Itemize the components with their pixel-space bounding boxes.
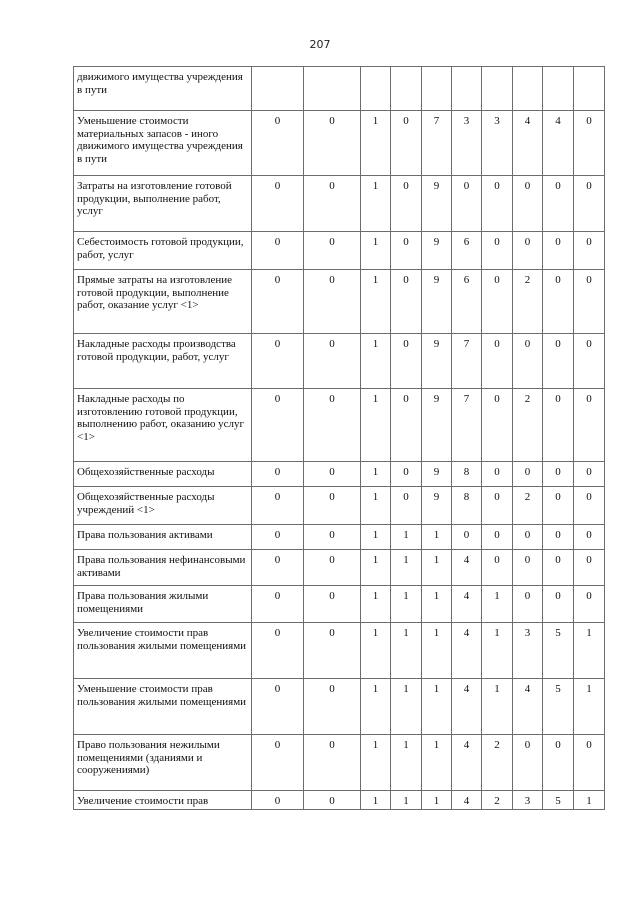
code-digit-cell: 1: [361, 623, 391, 679]
code-digit-cell: 0: [482, 487, 513, 525]
code-digit-cell: 0: [304, 791, 361, 810]
code-digit-cell: 0: [252, 232, 304, 270]
code-digit-cell: 0: [304, 623, 361, 679]
code-digit-cell: 9: [422, 389, 452, 462]
code-digit-cell: 1: [422, 525, 452, 550]
code-digit-cell: 0: [482, 462, 513, 487]
code-digit-cell: 0: [513, 176, 543, 232]
code-digit-cell: 0: [574, 334, 605, 389]
code-digit-cell: 0: [304, 462, 361, 487]
code-digit-cell: [391, 67, 422, 111]
code-digit-cell: 0: [304, 270, 361, 334]
code-digit-cell: 8: [452, 487, 482, 525]
account-name-cell: Затраты на изготовление готовой продукции, выполнение работ, услуг: [74, 176, 252, 232]
code-digit-cell: 0: [574, 487, 605, 525]
code-digit-cell: 8: [452, 462, 482, 487]
code-digit-cell: 0: [252, 462, 304, 487]
table-row: [74, 735, 605, 791]
code-digit-cell: 0: [252, 176, 304, 232]
code-digit-cell: 0: [452, 176, 482, 232]
code-digit-cell: 9: [422, 176, 452, 232]
code-digit-cell: 0: [574, 586, 605, 623]
code-digit-cell: 0: [304, 550, 361, 586]
account-name-cell: Права пользования нефинансовыми активами: [74, 550, 252, 586]
code-digit-cell: 0: [543, 334, 574, 389]
code-digit-cell: 1: [574, 791, 605, 810]
code-digit-cell: 2: [513, 270, 543, 334]
code-digit-cell: 0: [574, 111, 605, 176]
code-digit-cell: [543, 67, 574, 111]
code-digit-cell: 1: [361, 334, 391, 389]
table-row: [74, 232, 605, 270]
code-digit-cell: 0: [391, 334, 422, 389]
code-digit-cell: 0: [304, 525, 361, 550]
account-name-cell: Прямые затраты на изготовление готовой продукции, выполнение работ, оказание услуг <1>: [74, 270, 252, 334]
code-digit-cell: 1: [361, 270, 391, 334]
code-digit-cell: 4: [543, 111, 574, 176]
code-digit-cell: [574, 67, 605, 111]
code-digit-cell: 9: [422, 487, 452, 525]
code-digit-cell: 3: [513, 791, 543, 810]
code-digit-cell: 5: [543, 623, 574, 679]
code-digit-cell: 1: [361, 232, 391, 270]
code-digit-cell: 0: [482, 176, 513, 232]
table-row: [74, 176, 605, 232]
code-digit-cell: 1: [361, 111, 391, 176]
code-digit-cell: [304, 67, 361, 111]
account-name-cell: Права пользования жилыми помещениями: [74, 586, 252, 623]
code-digit-cell: 4: [452, 791, 482, 810]
code-digit-cell: 0: [304, 176, 361, 232]
code-digit-cell: 0: [391, 462, 422, 487]
code-digit-cell: 0: [543, 270, 574, 334]
account-name-cell: Общехозяйственные расходы: [74, 462, 252, 487]
code-digit-cell: 7: [452, 389, 482, 462]
code-digit-cell: 0: [252, 389, 304, 462]
table-row: [74, 550, 605, 586]
code-digit-cell: 0: [513, 735, 543, 791]
code-digit-cell: 0: [391, 487, 422, 525]
code-digit-cell: 1: [391, 791, 422, 810]
code-digit-cell: 0: [543, 176, 574, 232]
code-digit-cell: 1: [422, 735, 452, 791]
code-digit-cell: 0: [513, 525, 543, 550]
code-digit-cell: 4: [452, 586, 482, 623]
account-name-cell: движимого имущества учреждения в пути: [74, 67, 252, 111]
code-digit-cell: 4: [452, 735, 482, 791]
code-digit-cell: 1: [361, 525, 391, 550]
code-digit-cell: 1: [482, 679, 513, 735]
account-name-cell: Увеличение стоимости прав: [74, 791, 252, 810]
account-name-cell: Право пользования нежилыми помещениями (зданиями и сооружениями): [74, 735, 252, 791]
code-digit-cell: 0: [252, 334, 304, 389]
code-digit-cell: 0: [304, 586, 361, 623]
account-name-cell: Себестоимость готовой продукции, работ, услуг: [74, 232, 252, 270]
table-row: [74, 389, 605, 462]
code-digit-cell: 0: [252, 679, 304, 735]
code-digit-cell: 4: [452, 679, 482, 735]
account-name-cell: Уменьшение стоимости прав пользования жилыми помещениями: [74, 679, 252, 735]
table-row: [74, 111, 605, 176]
code-digit-cell: 4: [513, 111, 543, 176]
code-digit-cell: 0: [252, 487, 304, 525]
code-digit-cell: 2: [513, 389, 543, 462]
code-digit-cell: 0: [482, 334, 513, 389]
code-digit-cell: 0: [304, 735, 361, 791]
code-digit-cell: 1: [482, 623, 513, 679]
code-digit-cell: 0: [574, 735, 605, 791]
code-digit-cell: 1: [361, 176, 391, 232]
code-digit-cell: 1: [391, 735, 422, 791]
code-digit-cell: 1: [574, 679, 605, 735]
code-digit-cell: 0: [513, 586, 543, 623]
code-digit-cell: 0: [391, 232, 422, 270]
code-digit-cell: 1: [361, 791, 391, 810]
code-digit-cell: 0: [252, 550, 304, 586]
code-digit-cell: 0: [304, 111, 361, 176]
code-digit-cell: 9: [422, 270, 452, 334]
table-body: [74, 67, 605, 810]
code-digit-cell: 1: [391, 623, 422, 679]
code-digit-cell: 0: [543, 735, 574, 791]
code-digit-cell: 0: [574, 232, 605, 270]
code-digit-cell: 0: [252, 791, 304, 810]
code-digit-cell: 1: [422, 679, 452, 735]
code-digit-cell: 0: [574, 462, 605, 487]
code-digit-cell: 1: [422, 586, 452, 623]
code-digit-cell: 9: [422, 232, 452, 270]
code-digit-cell: 1: [361, 735, 391, 791]
code-digit-cell: 9: [422, 334, 452, 389]
code-digit-cell: [252, 67, 304, 111]
code-digit-cell: 1: [391, 550, 422, 586]
code-digit-cell: 0: [391, 111, 422, 176]
code-digit-cell: 0: [452, 525, 482, 550]
table-row: [74, 525, 605, 550]
code-digit-cell: 1: [422, 623, 452, 679]
code-digit-cell: 0: [513, 232, 543, 270]
table-row: [74, 462, 605, 487]
code-digit-cell: 9: [422, 462, 452, 487]
code-digit-cell: 0: [304, 389, 361, 462]
code-digit-cell: 0: [391, 176, 422, 232]
code-digit-cell: 2: [482, 735, 513, 791]
code-digit-cell: 1: [574, 623, 605, 679]
code-digit-cell: 0: [574, 550, 605, 586]
account-name-cell: Общехозяйственные расходы учреждений <1>: [74, 487, 252, 525]
table-row: [74, 67, 605, 111]
table-row: [74, 586, 605, 623]
code-digit-cell: 0: [391, 389, 422, 462]
code-digit-cell: 0: [252, 586, 304, 623]
code-digit-cell: 0: [513, 334, 543, 389]
account-codes-table: [73, 66, 605, 810]
code-digit-cell: 2: [513, 487, 543, 525]
code-digit-cell: 1: [391, 525, 422, 550]
code-digit-cell: 1: [422, 550, 452, 586]
code-digit-cell: 1: [361, 550, 391, 586]
code-digit-cell: 0: [304, 679, 361, 735]
code-digit-cell: 3: [513, 623, 543, 679]
table-row: [74, 791, 605, 810]
code-digit-cell: 0: [252, 111, 304, 176]
code-digit-cell: 4: [452, 550, 482, 586]
code-digit-cell: 0: [574, 525, 605, 550]
account-name-cell: Права пользования активами: [74, 525, 252, 550]
code-digit-cell: 6: [452, 232, 482, 270]
code-digit-cell: 0: [543, 525, 574, 550]
table-row: [74, 679, 605, 735]
code-digit-cell: 0: [252, 270, 304, 334]
code-digit-cell: 4: [452, 623, 482, 679]
code-digit-cell: 1: [361, 487, 391, 525]
table-row: [74, 487, 605, 525]
code-digit-cell: 0: [543, 550, 574, 586]
code-digit-cell: 2: [482, 791, 513, 810]
code-digit-cell: 0: [304, 334, 361, 389]
table-row: [74, 623, 605, 679]
code-digit-cell: 1: [482, 586, 513, 623]
code-digit-cell: 0: [304, 487, 361, 525]
code-digit-cell: [361, 67, 391, 111]
code-digit-cell: 0: [482, 525, 513, 550]
code-digit-cell: 5: [543, 791, 574, 810]
code-digit-cell: [482, 67, 513, 111]
code-digit-cell: 0: [482, 270, 513, 334]
account-name-cell: Накладные расходы по изготовлению готовой продукции, выполнению работ, оказанию услуг <1>: [74, 389, 252, 462]
code-digit-cell: 0: [574, 389, 605, 462]
code-digit-cell: 7: [422, 111, 452, 176]
account-name-cell: Накладные расходы производства готовой продукции, работ, услуг: [74, 334, 252, 389]
code-digit-cell: 0: [513, 550, 543, 586]
code-digit-cell: 1: [361, 586, 391, 623]
code-digit-cell: 0: [252, 735, 304, 791]
page-number: 207: [309, 38, 331, 51]
code-digit-cell: 0: [482, 389, 513, 462]
code-digit-cell: 0: [543, 389, 574, 462]
code-digit-cell: 0: [574, 176, 605, 232]
code-digit-cell: 3: [482, 111, 513, 176]
code-digit-cell: 4: [513, 679, 543, 735]
account-name-cell: Увеличение стоимости прав пользования жилыми помещениями: [74, 623, 252, 679]
account-name-cell: Уменьшение стоимости материальных запасов - иного движимого имущества учреждения в пути: [74, 111, 252, 176]
table-row: [74, 270, 605, 334]
code-digit-cell: [452, 67, 482, 111]
code-digit-cell: [513, 67, 543, 111]
code-digit-cell: 6: [452, 270, 482, 334]
code-digit-cell: 0: [513, 462, 543, 487]
code-digit-cell: 0: [543, 586, 574, 623]
code-digit-cell: 3: [452, 111, 482, 176]
code-digit-cell: 5: [543, 679, 574, 735]
code-digit-cell: 0: [252, 525, 304, 550]
code-digit-cell: 0: [574, 270, 605, 334]
code-digit-cell: 0: [304, 232, 361, 270]
code-digit-cell: 0: [482, 550, 513, 586]
code-digit-cell: 1: [422, 791, 452, 810]
code-digit-cell: 0: [252, 623, 304, 679]
code-digit-cell: 0: [391, 270, 422, 334]
code-digit-cell: 7: [452, 334, 482, 389]
code-digit-cell: 0: [482, 232, 513, 270]
code-digit-cell: 1: [391, 679, 422, 735]
code-digit-cell: 0: [543, 462, 574, 487]
table-row: [74, 334, 605, 389]
code-digit-cell: 1: [361, 389, 391, 462]
code-digit-cell: 0: [543, 232, 574, 270]
code-digit-cell: 0: [543, 487, 574, 525]
code-digit-cell: [422, 67, 452, 111]
code-digit-cell: 1: [391, 586, 422, 623]
code-digit-cell: 1: [361, 462, 391, 487]
code-digit-cell: 1: [361, 679, 391, 735]
